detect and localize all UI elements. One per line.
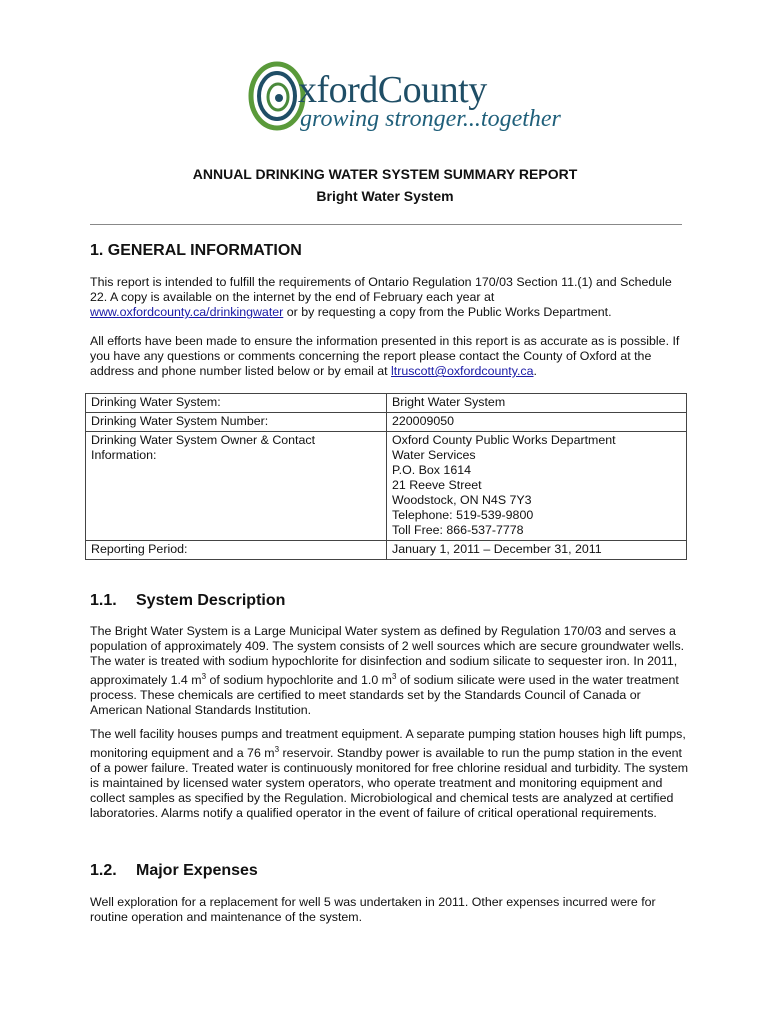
system-description-paragraph-2: [90, 727, 690, 821]
general-p1-text: This report is intended to fulfill the requirements of Ontario Regulation 170/03 Section 11.(1) and Schedule 22. A copy is available on the internet by the end of February each year at: [90, 275, 672, 304]
section-title: Major Expenses: [136, 862, 258, 879]
general-paragraph-1: [90, 275, 690, 320]
title-divider: [90, 224, 682, 225]
general-p2-tail: .: [533, 364, 537, 378]
text-run: The Bright Water System is a Large Municipal Water system as defined by Regulation 170/03 and serves a population of approximately 409. The system consists of 2 well sources which are secure groundwater wells. The water is treated with sodium hypochlorite for disinfection and sodium silicate to sequester iron. In 2011, approximately 1.4 m: [90, 624, 685, 688]
table-cell-label: Drinking Water System:: [86, 394, 387, 413]
logo-wordmark: xfordCounty: [298, 69, 487, 111]
section-heading-system-description: [90, 592, 285, 610]
contact-line: 21 Reeve Street: [392, 478, 482, 492]
report-subtitle: Bright Water System: [316, 188, 454, 204]
drinkingwater-link[interactable]: www.oxfordcounty.ca/drinkingwater: [90, 305, 284, 319]
contact-line: Oxford County Public Works Department: [392, 433, 616, 447]
table-cell-label: Reporting Period:: [86, 541, 387, 560]
table-row: [86, 432, 687, 541]
system-info-table: [85, 393, 687, 560]
text-run: The well facility houses pumps and treatment equipment. A separate pumping station houses high lift pumps, monitoring equipment and a 76 m: [90, 727, 686, 761]
text-run: of sodium silicate were used in the water treatment process. These chemicals are certified to meet standards set by the Standards Council of Canada or American National Standards Institution.: [90, 673, 679, 718]
table-row: [86, 394, 687, 413]
superscript: 3: [201, 672, 207, 681]
table-cell-value: [387, 432, 687, 541]
table-row: [86, 413, 687, 432]
general-p1-tail: or by requesting a copy from the Public Works Department.: [283, 305, 612, 319]
table-cell-label: Drinking Water System Owner & Contact Information:: [86, 432, 387, 541]
text-run: reservoir. Standby power is available to run the pump station in the event of a power failure. Treated water is continuously monitored for free chlorine residual and turbidity. The system is maintained by licensed water system operators, who operate treatment and monitoring equipment and collect samples as specified by the Regulation. Microbiological and chemical tests are analyzed at certified laboratories. Alarms notify a qualified operator in the event of failure of critical operational requirements.: [90, 746, 689, 821]
contact-line: Telephone: 519-539-9800: [392, 508, 534, 522]
system-description-paragraph-1: [90, 624, 690, 718]
contact-line: Water Services: [392, 448, 476, 462]
contact-line: Toll Free: 866-537-7778: [392, 523, 524, 537]
table-cell-value: 220009050: [387, 413, 687, 432]
superscript: 3: [274, 745, 280, 754]
general-paragraph-2: [90, 334, 690, 379]
logo-tagline: growing stronger...together: [300, 106, 561, 132]
table-cell-label: Drinking Water System Number:: [86, 413, 387, 432]
oxford-county-logo: [248, 58, 561, 138]
general-p2-text: All efforts have been made to ensure the information presented in this report is as accurate as is possible. If you have any questions or comments concerning the report please contact the County of Oxford at the address and phone number listed below or by email at: [90, 334, 680, 378]
contact-line: P.O. Box 1614: [392, 463, 471, 477]
section-number: 1.2.: [90, 862, 117, 879]
major-expenses-paragraph: Well exploration for a replacement for well 5 was undertaken in 2011. Other expenses incurred were for routine operation and maintenance of the system.: [90, 895, 656, 924]
section-title: System Description: [136, 592, 286, 609]
superscript: 3: [392, 672, 397, 681]
table-cell-value: Bright Water System: [387, 394, 687, 413]
text-run: of sodium hypochlorite and 1.0 m: [206, 673, 392, 688]
section-heading-major-expenses: [90, 862, 258, 880]
table-cell-value: January 1, 2011 – December 31, 2011: [387, 541, 687, 560]
table-row: [86, 541, 687, 560]
report-title: ANNUAL DRINKING WATER SYSTEM SUMMARY REPORT: [192, 166, 578, 182]
section-number: 1.1.: [90, 592, 117, 609]
contact-line: Woodstock, ON N4S 7Y3: [392, 493, 532, 507]
section-heading-general: 1. GENERAL INFORMATION: [90, 242, 302, 259]
contact-email-link[interactable]: ltruscott@oxfordcounty.ca: [391, 364, 534, 378]
